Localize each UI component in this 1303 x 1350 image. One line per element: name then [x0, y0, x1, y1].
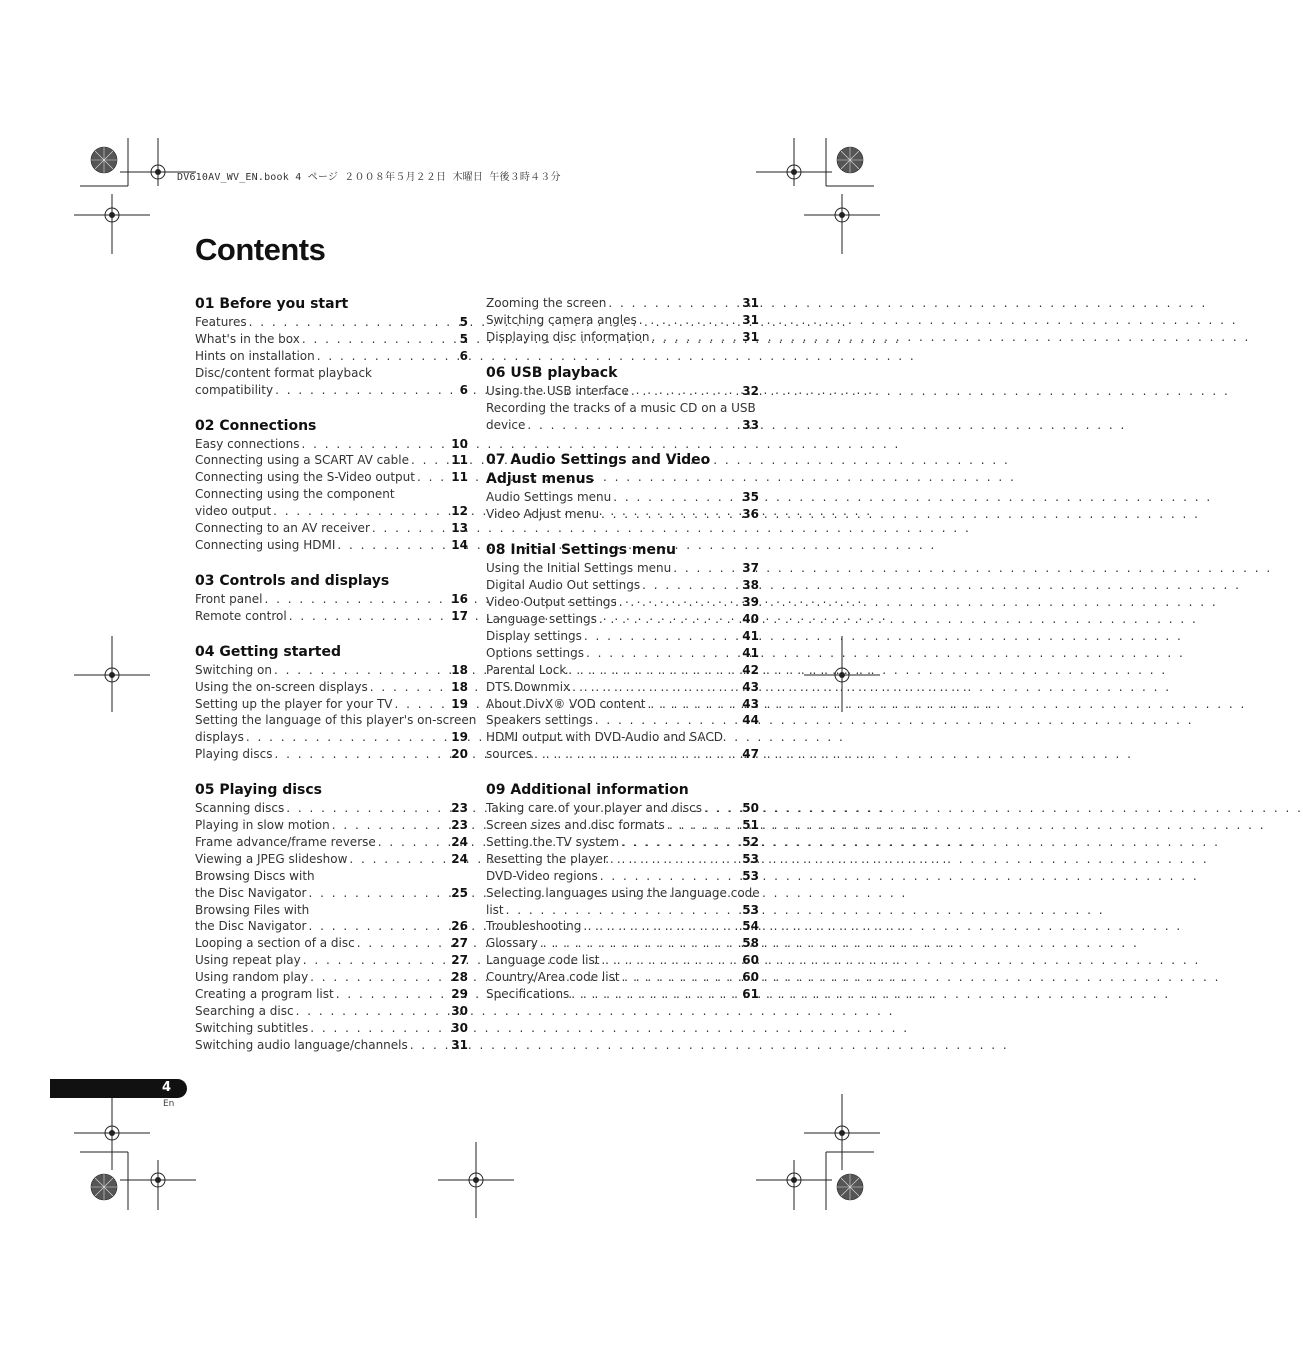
toc-entry-label: Setting up the player for your TV [195, 696, 393, 711]
dot-leader [583, 918, 740, 935]
toc-entry-page: 31 [742, 296, 759, 310]
toc-entry-label: Front panel [195, 591, 263, 606]
toc-entry-label: Options settings [486, 645, 584, 660]
toc-entry-label: the Disc Navigator [195, 919, 307, 934]
dot-leader [275, 382, 458, 399]
toc-entry-label: Features [195, 315, 247, 329]
toc-section [486, 364, 759, 434]
toc-entry-page: 6 [459, 348, 468, 363]
toc-entry-page: 54 [742, 919, 759, 934]
toc-entry-label: Frame advance/frame reverse [195, 834, 376, 849]
toc-entry[interactable] [486, 611, 759, 628]
toc-entry[interactable] [486, 817, 759, 834]
print-header-line: DV610AV_WV_EN.book 4 ページ ２００８年５月２２日 木曜日 午後３時４３分 [177, 172, 561, 183]
toc-entry-label: Troubleshooting [486, 919, 582, 934]
dot-leader [667, 817, 741, 834]
toc-entry-page: 29 [451, 987, 468, 1002]
toc-entry-label: Using the Initial Settings menu [486, 561, 672, 576]
toc-entry-label: list [486, 902, 504, 917]
toc-entry-label: What's in the box [195, 331, 300, 346]
dot-leader [584, 628, 740, 645]
toc-entry[interactable] [486, 952, 759, 969]
toc-entry-page: 28 [451, 970, 468, 985]
dot-leader [647, 696, 740, 713]
toc-entry[interactable] [195, 1020, 468, 1037]
dot-leader [410, 1037, 450, 1054]
toc-entry-page: 35 [742, 490, 759, 505]
dot-leader [273, 503, 449, 520]
toc-entry-line: HDMI output with DVD-Audio and SACD [486, 730, 723, 745]
toc-entry-label: sources [486, 747, 533, 762]
section-heading: 03 Controls and displays [195, 572, 390, 589]
toc-entry[interactable] [195, 591, 468, 608]
dot-leader [303, 952, 450, 969]
toc-entry-page: 23 [451, 801, 468, 816]
toc-entry[interactable] [195, 314, 468, 331]
toc-entry-label: Scanning discs [195, 801, 285, 816]
toc-entry-page: 61 [742, 987, 759, 1002]
toc-entry-page: 32 [742, 383, 759, 398]
toc-entry[interactable] [195, 348, 468, 365]
toc-entry-page: 11 [451, 453, 468, 468]
toc-entry-label: Hints on installation [195, 348, 315, 363]
toc-right-column [486, 295, 759, 1021]
dot-leader [286, 800, 449, 817]
toc-entry-label: Searching a disc [195, 1004, 294, 1018]
toc-entry-line: Setting the language of this player's on-screen [195, 713, 477, 728]
toc-entry[interactable] [195, 469, 468, 486]
dot-leader [600, 868, 741, 885]
toc-section [486, 781, 759, 1003]
toc-entry-page: 20 [451, 747, 468, 762]
toc-entry-page: 24 [451, 851, 468, 866]
dot-leader [349, 851, 449, 868]
toc-entry-label: compatibility [195, 382, 274, 397]
toc-entry-page: 11 [451, 470, 468, 485]
toc-entry[interactable] [486, 560, 759, 577]
section-heading: 06 USB playback [486, 364, 618, 381]
toc-entry-page: 18 [451, 679, 468, 694]
toc-entry-label: displays [195, 730, 244, 745]
toc-entry-page: 16 [451, 591, 468, 606]
toc-entry-page: 53 [742, 868, 759, 883]
toc-section [486, 451, 759, 523]
dot-leader [608, 295, 740, 312]
toc-entry-page: 31 [742, 329, 759, 344]
toc-entry-page: 27 [451, 936, 468, 951]
toc-entry[interactable] [195, 382, 468, 399]
dot-leader [289, 608, 450, 625]
dot-leader [264, 591, 449, 608]
toc-entry-label: Connecting using HDMI [195, 537, 336, 552]
toc-entry[interactable] [486, 506, 759, 523]
toc-entry[interactable] [486, 969, 759, 986]
toc-entry[interactable] [195, 729, 468, 746]
toc-entry-label: Connecting to an AV receiver [195, 521, 370, 536]
toc-entry[interactable] [486, 645, 759, 662]
toc-entry-page: 5 [459, 315, 468, 329]
toc-entry-label: Screen sizes and disc formats [486, 818, 665, 833]
dot-leader [395, 696, 450, 713]
toc-entry-label: Zooming the screen [486, 296, 607, 310]
toc-entry-label: Playing discs [195, 747, 273, 762]
toc-entry[interactable] [486, 851, 759, 868]
toc-entry[interactable] [195, 452, 468, 469]
toc-entry-page: 19 [451, 696, 468, 711]
toc-entry[interactable] [486, 986, 759, 1003]
toc-entry-label: Display settings [486, 628, 582, 643]
dot-leader [571, 986, 740, 1003]
toc-entry-page: 26 [451, 919, 468, 934]
toc-entry-page: 19 [451, 730, 468, 745]
dot-leader [610, 851, 740, 868]
toc-entry[interactable] [195, 520, 468, 537]
toc-entry-label: the Disc Navigator [195, 885, 307, 900]
toc-entry-page: 44 [742, 713, 759, 728]
toc-entry[interactable] [195, 679, 468, 696]
page-title: Contents [195, 232, 326, 267]
toc-entry-label: Resetting the player [486, 851, 608, 866]
toc-section [486, 541, 759, 763]
toc-entry[interactable] [486, 834, 759, 851]
toc-entry-label: Looping a section of a disc [195, 936, 355, 951]
section-heading: 04 Getting started [195, 643, 341, 660]
toc-entry-page: 17 [451, 608, 468, 623]
toc-entry-label: Switching camera angles [486, 312, 637, 327]
toc-entry-page: 52 [742, 834, 759, 849]
toc-section [195, 295, 468, 399]
toc-entry-page: 33 [742, 417, 759, 432]
toc-entry-page: 42 [742, 662, 759, 677]
toc-entry-line: Disc/content format playback [195, 365, 372, 380]
dot-leader [568, 662, 740, 679]
toc-entry-label: Playing in slow motion [195, 818, 330, 833]
toc-entry[interactable] [486, 918, 759, 935]
toc-entry-label: Connecting using a SCART AV cable [195, 453, 409, 468]
dot-leader [601, 952, 740, 969]
toc-section [195, 781, 468, 1054]
toc-entry[interactable] [195, 608, 468, 625]
toc-entry-label: device [486, 417, 526, 432]
toc-entry-label: Language code list [486, 953, 600, 968]
section-heading: 01 Before you start [195, 296, 349, 312]
dot-leader [595, 712, 741, 729]
toc-entry-label: Switching audio language/channels [195, 1037, 408, 1052]
toc-entry[interactable] [195, 986, 468, 1003]
dot-leader [357, 935, 450, 952]
toc-entry-page: 60 [742, 970, 759, 985]
dot-leader [274, 662, 449, 679]
dot-leader [651, 329, 740, 346]
toc-entry-page: 13 [451, 521, 468, 536]
toc-entry-page: 5 [459, 331, 468, 346]
toc-entry-page: 12 [451, 504, 468, 519]
section-heading: 08 Initial Settings menu [486, 542, 676, 559]
toc-entry[interactable] [195, 952, 468, 969]
toc-entry-page: 38 [742, 578, 759, 593]
toc-entry[interactable] [195, 662, 468, 679]
toc-entry-label: Glossary [486, 936, 538, 951]
toc-entry-label: Video Output settings [486, 595, 617, 610]
toc-entry-label: About DivX® VOD content [486, 696, 646, 711]
toc-entry[interactable] [486, 662, 759, 679]
toc-entry-page: 14 [451, 537, 468, 552]
toc-entry-label: Specifications [486, 987, 570, 1002]
toc-entry-page: 43 [742, 696, 759, 711]
toc-entry[interactable] [195, 537, 468, 554]
toc-entry[interactable] [195, 918, 468, 935]
dot-leader [411, 452, 449, 469]
toc-entry[interactable] [486, 679, 759, 696]
toc-entry-line: Browsing Files with [195, 902, 310, 917]
toc-entry-page: 40 [742, 611, 759, 626]
toc-entry[interactable] [486, 800, 759, 817]
toc-entry[interactable] [195, 696, 468, 713]
toc-entry[interactable] [195, 885, 468, 902]
toc-entry[interactable] [486, 594, 759, 611]
toc-entry-page: 27 [451, 953, 468, 968]
toc-entry-label: Using the USB interface [486, 383, 629, 398]
toc-entry[interactable] [195, 817, 468, 834]
toc-entry[interactable] [486, 628, 759, 645]
dot-leader [317, 348, 458, 365]
toc-left-column [195, 295, 477, 1072]
toc-entry-page: 36 [742, 507, 759, 522]
dot-leader [337, 537, 449, 554]
toc-entry-label: Language settings [486, 611, 597, 626]
section-heading: 09 Additional information [486, 782, 689, 799]
dot-leader [417, 469, 449, 486]
toc-entry-label: Parental Lock [486, 662, 567, 677]
toc-entry-page: 60 [742, 953, 759, 968]
dot-leader [310, 969, 449, 986]
toc-entry-page: 31 [451, 1037, 468, 1052]
dot-leader [370, 679, 450, 696]
page-number: 4 [162, 1080, 172, 1095]
toc-entry-label: Country/Area code list [486, 970, 620, 985]
toc-entry-label: Speakers settings [486, 713, 593, 728]
toc-entry-label: Using the on-screen displays [195, 679, 368, 694]
toc-section [195, 572, 468, 625]
toc-entry-label: Using repeat play [195, 953, 301, 968]
dot-leader [336, 986, 450, 1003]
toc-entry-page: 30 [451, 1004, 468, 1018]
toc-entry[interactable] [486, 312, 759, 329]
section-heading: 02 Connections [195, 417, 317, 434]
toc-entry-page: 30 [451, 1020, 468, 1035]
toc-entry-page: 53 [742, 902, 759, 917]
toc-entry-page: 41 [742, 645, 759, 660]
dot-leader [249, 314, 458, 331]
toc-section [195, 417, 468, 554]
dot-leader [601, 506, 740, 523]
toc-entry[interactable] [486, 489, 759, 506]
dot-leader [296, 1003, 450, 1020]
toc-section [195, 643, 477, 763]
dot-leader [599, 611, 740, 628]
toc-entry[interactable] [195, 935, 468, 952]
dot-leader [308, 918, 449, 935]
toc-entry-label: Setting the TV system [486, 834, 620, 849]
toc-entry-page: 39 [742, 595, 759, 610]
toc-entry-label: Taking care of your player and discs [486, 801, 702, 816]
toc-entry[interactable] [486, 696, 759, 713]
toc-entry-page: 43 [742, 679, 759, 694]
toc-entry-line: Connecting using the component [195, 487, 395, 502]
toc-entry-label: Easy connections [195, 436, 300, 451]
toc-entry[interactable] [486, 935, 759, 952]
toc-entry-label: DVD-Video regions [486, 868, 598, 883]
dot-leader [631, 383, 740, 400]
dot-leader [586, 645, 740, 662]
toc-entry-page: 6 [459, 382, 468, 397]
dot-leader [301, 436, 449, 453]
dot-leader [642, 577, 740, 594]
dot-leader [302, 331, 458, 348]
dot-leader [372, 520, 449, 537]
toc-entry-label: Digital Audio Out settings [486, 578, 641, 593]
dot-leader [534, 746, 740, 763]
toc-entry-line: Browsing Discs with [195, 868, 315, 883]
toc-entry-label: Viewing a JPEG slideshow [195, 851, 348, 866]
page-language: En [163, 1099, 175, 1109]
toc-entry-label: video output [195, 504, 272, 519]
toc-entry-page: 58 [742, 936, 759, 951]
toc-entry[interactable] [486, 383, 759, 400]
dot-leader [704, 800, 740, 817]
toc-entry[interactable] [486, 295, 759, 312]
toc-entry-page: 51 [742, 818, 759, 833]
dot-leader [310, 1020, 449, 1037]
toc-entry[interactable] [486, 417, 759, 434]
toc-entry[interactable] [486, 746, 759, 763]
toc-entry-label: Displaying disc information [486, 329, 650, 344]
dot-leader [622, 969, 741, 986]
toc-entry[interactable] [195, 800, 468, 817]
toc-entry-page: 37 [742, 561, 759, 576]
dot-leader [619, 594, 741, 611]
toc-entry[interactable] [195, 503, 468, 520]
toc-section [486, 295, 759, 346]
toc-entry-label: Audio Settings menu [486, 490, 612, 505]
dot-leader [621, 834, 740, 851]
section-heading: 05 Playing discs [195, 782, 323, 799]
dot-leader [639, 312, 741, 329]
toc-entry-page: 31 [742, 312, 759, 327]
dot-leader [246, 729, 449, 746]
dot-leader [673, 560, 740, 577]
toc-entry[interactable] [486, 712, 759, 729]
toc-entry-label: Switching subtitles [195, 1020, 309, 1035]
toc-entry[interactable] [195, 834, 468, 851]
toc-entry[interactable] [486, 577, 759, 594]
toc-entry-label: Remote control [195, 608, 287, 623]
toc-entry-label: Using random play [195, 970, 309, 985]
toc-entry[interactable] [486, 329, 759, 346]
toc-entry-line: Selecting languages using the language code [486, 885, 760, 900]
toc-entry[interactable] [195, 1037, 468, 1054]
toc-entry[interactable] [195, 746, 468, 763]
toc-entry[interactable] [195, 436, 468, 453]
dot-leader [506, 902, 741, 919]
toc-entry-line: Recording the tracks of a music CD on a USB [486, 400, 756, 415]
toc-entry[interactable] [195, 969, 468, 986]
toc-entry[interactable] [195, 851, 468, 868]
dot-leader [308, 885, 449, 902]
toc-entry-page: 23 [451, 818, 468, 833]
toc-entry-page: 47 [742, 747, 759, 762]
toc-entry-page: 25 [451, 885, 468, 900]
toc-entry-label: Connecting using the S-Video output [195, 470, 415, 485]
toc-entry-page: 24 [451, 834, 468, 849]
toc-entry-label: Switching on [195, 662, 272, 677]
section-heading: 07 Audio Settings and Video Adjust menus [486, 452, 711, 488]
dot-leader [274, 746, 449, 763]
toc-entry-label: DTS Downmix [486, 679, 571, 694]
toc-entry[interactable] [195, 1003, 468, 1020]
toc-entry-page: 10 [451, 436, 468, 451]
toc-entry-page: 50 [742, 801, 759, 816]
dot-leader [527, 417, 740, 434]
toc-entry-label: Creating a program list [195, 987, 334, 1002]
dot-leader [378, 834, 450, 851]
toc-entry-page: 53 [742, 851, 759, 866]
dot-leader [613, 489, 740, 506]
toc-entry-page: 18 [451, 662, 468, 677]
dot-leader [572, 679, 740, 696]
dot-leader [540, 935, 740, 952]
toc-entry[interactable] [486, 868, 759, 885]
toc-entry-label: Video Adjust menu [486, 507, 600, 522]
toc-entry[interactable] [195, 331, 468, 348]
toc-entry[interactable] [486, 902, 759, 919]
dot-leader [332, 817, 450, 834]
toc-entry-page: 41 [742, 628, 759, 643]
